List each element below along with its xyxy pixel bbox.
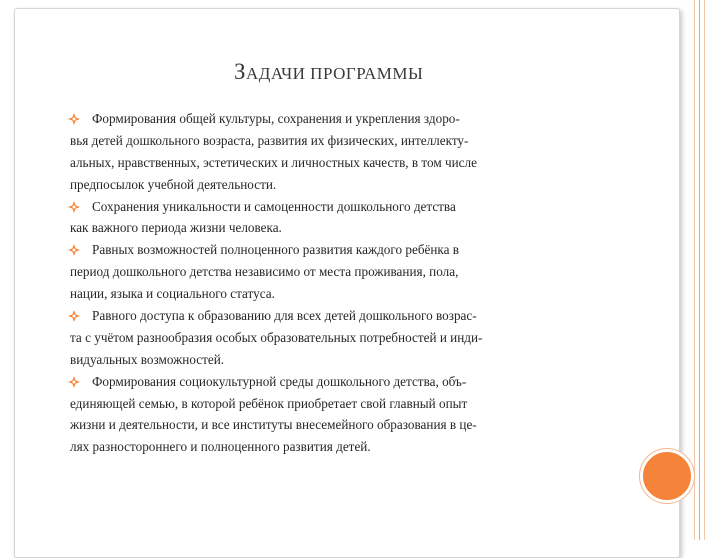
bullet-text: Формирования социокультурной среды дошкольного детства, объ- [92, 373, 467, 389]
bullet-item [70, 196, 550, 240]
bullet-text: Сохранения уникальности и самоценности дошкольного детства [92, 198, 456, 214]
bullet-item [70, 371, 550, 459]
decorative-side-lines [694, 0, 710, 540]
bullet-text-line: вья детей дошкольного возраста, развития их физических, интеллекту- [70, 132, 469, 148]
bullet-text-line: жизни и деятельности, и все институты внесемейного образования в це- [70, 417, 477, 433]
title-rest: АДАЧИ ПРОГРАММЫ [246, 64, 424, 83]
bullet-item [70, 305, 550, 371]
bullet-text-line: единяющей семью, в которой ребёнок приобретает свой главный опыт [70, 395, 468, 411]
bullet-text-line: та с учётом разнообразия особых образовательных потребностей и инди- [70, 329, 483, 345]
bullet-text-line [70, 239, 550, 261]
bullet-text-line [70, 196, 550, 218]
orange-diamond-icon [68, 113, 80, 125]
slide-title [234, 59, 423, 85]
orange-diamond-icon [68, 376, 80, 388]
bullet-text-line: как важного периода жизни человека. [70, 220, 282, 236]
bullet-item [70, 239, 550, 305]
bullet-item [70, 108, 550, 196]
bullet-text-line: видуальных возможностей. [70, 351, 225, 367]
title-initial: З [234, 59, 247, 84]
bullet-text-line [70, 371, 550, 393]
bullet-text-line: период дошкольного детства независимо от места проживания, пола, [70, 264, 459, 280]
orange-circle-decoration [640, 449, 694, 503]
bullet-text-line: предпосылок учебной деятельности. [70, 176, 277, 192]
bullet-text: Равных возможностей полноценного развития каждого ребёнка в [92, 242, 460, 258]
bullet-text-line [70, 108, 550, 130]
bullet-list [70, 108, 550, 458]
orange-diamond-icon [68, 310, 80, 322]
orange-diamond-icon [68, 201, 80, 213]
bullet-text: Формирования общей культуры, сохранения и укрепления здоро- [92, 111, 460, 126]
bullet-text-line [70, 305, 550, 327]
bullet-text: Равного доступа к образованию для всех детей дошкольного возрас- [92, 308, 477, 324]
orange-diamond-icon [68, 244, 80, 256]
bullet-text-line: лях разностороннего и полноценного развития детей. [70, 439, 371, 455]
bullet-text-line: альных, нравственных, эстетических и личностных качеств, в том числе [70, 154, 477, 170]
bullet-text-line: нации, языка и социального статуса. [70, 286, 275, 302]
